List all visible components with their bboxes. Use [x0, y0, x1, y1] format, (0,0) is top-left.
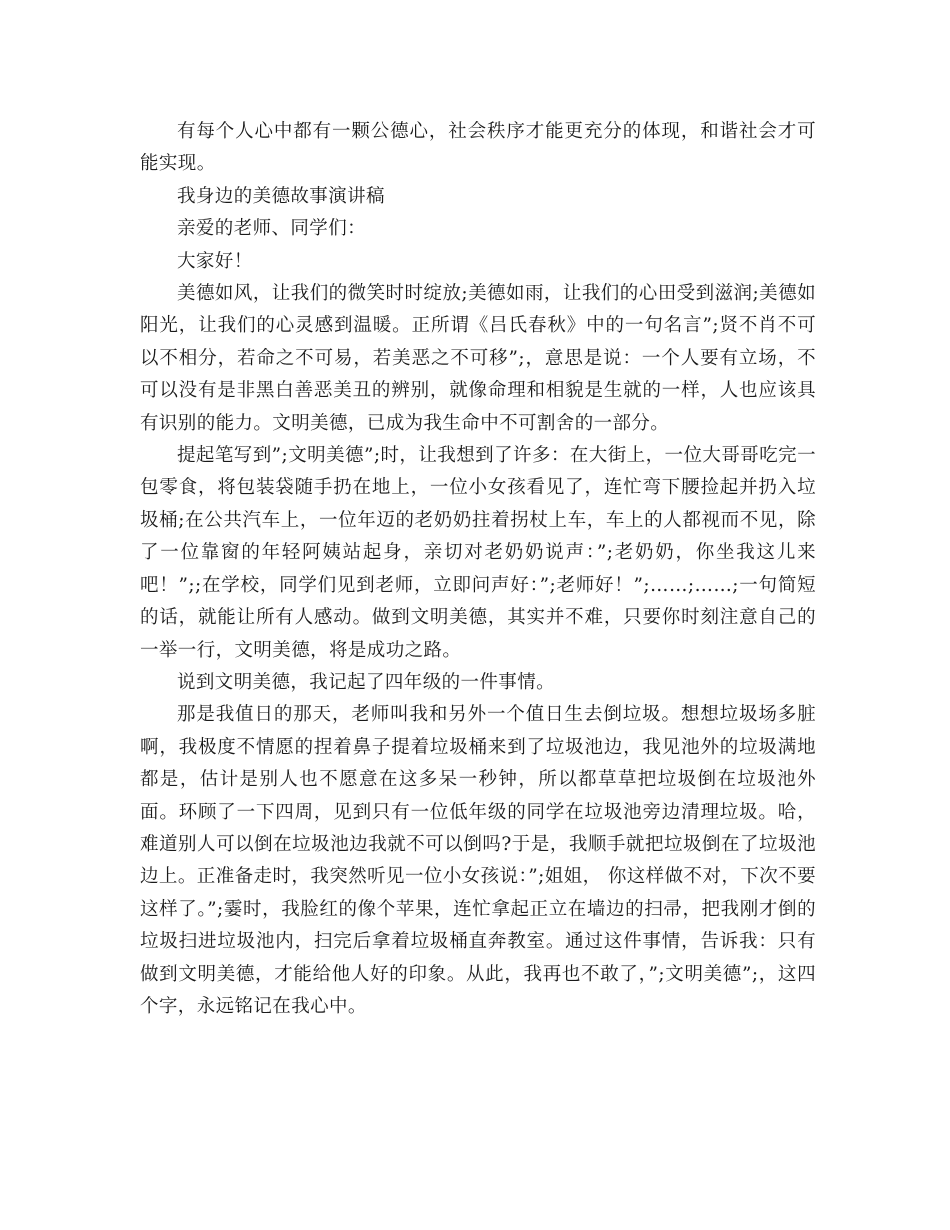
paragraph-story: 那是我值日的那天，老师叫我和另外一个值日生去倒垃圾。想想垃圾场多脏啊，我极度不情愿的捏着鼻子提着垃圾桶来到了垃圾池边，我见池外的垃圾满地都是，估计是别人也不愿意在这多呆一秒钟，所以都草草把垃圾倒在垃圾池外面。环顾了一下四周，见到只有一位低年级的同学在垃圾池旁边清理垃圾。哈，难道别人可以倒在垃圾池边我就不可以倒吗?于是，我顺手就把垃圾倒在了垃圾池边上。正准备走时，我突然听见一位小女孩说：”;姐姐， 你这样做不对，下次不要这样了。”;霎时，我脸红的像个苹果，连忙拿起正立在墙边的扫帚，把我刚才倒的垃圾扫进垃圾池内，扫完后拿着垃圾桶直奔教室。通过这件事情，告诉我：只有做到文明美德，才能给他人好的印象。从此，我再也不敢了，”;文明美德”;，这四个字，永远铭记在我心中。: [140, 704, 816, 1017]
document-page: [140, 116, 816, 1023]
greeting: 大家好！: [177, 250, 253, 272]
salutation: 亲爱的老师、同学们：: [177, 218, 367, 240]
speech-title: 我身边的美德故事演讲稿: [177, 185, 385, 207]
paragraph-virtue-intro: 美德如风，让我们的微笑时时绽放;美德如雨，让我们的心田受到滋润;美德如阳光，让我们的心灵感到温暖。正所谓《吕氏春秋》中的一句名言”;贤不肖不可以不相分，若命之不可易，若美恶之不可移”;，意思是说：一个人要有立场，不可以没有是非黑白善恶美丑的辨别，就像命理和相貌是生就的一样，人也应该具有识别的能力。文明美德，已成为我生命中不可割舍的一部分。: [140, 283, 816, 434]
paragraph-examples: 提起笔写到”;文明美德”;时，让我想到了许多：在大街上，一位大哥哥吃完一包零食，将包装袋随手扔在地上，一位小女孩看见了，连忙弯下腰捡起并扔入垃圾桶;在公共汽车上，一位年迈的老奶奶拄着拐杖上车，车上的人都视而不见，除了一位靠窗的年轻阿姨站起身，亲切对老奶奶说声：”;老奶奶，你坐我这儿来吧！”;;在学校，同学们见到老师，立即问声好：”;老师好！”;……;……;一句简短的话，就能让所有人感动。做到文明美德，其实并不难，只要你时刻注意自己的一举一行，文明美德，将是成功之路。: [140, 445, 816, 661]
paragraph-conclusion: 有每个人心中都有一颗公德心，社会秩序才能更充分的体现，和谐社会才可能实现。: [140, 121, 816, 175]
paragraph-memory-intro: 说到文明美德，我记起了四年级的一件事情。: [177, 671, 556, 693]
